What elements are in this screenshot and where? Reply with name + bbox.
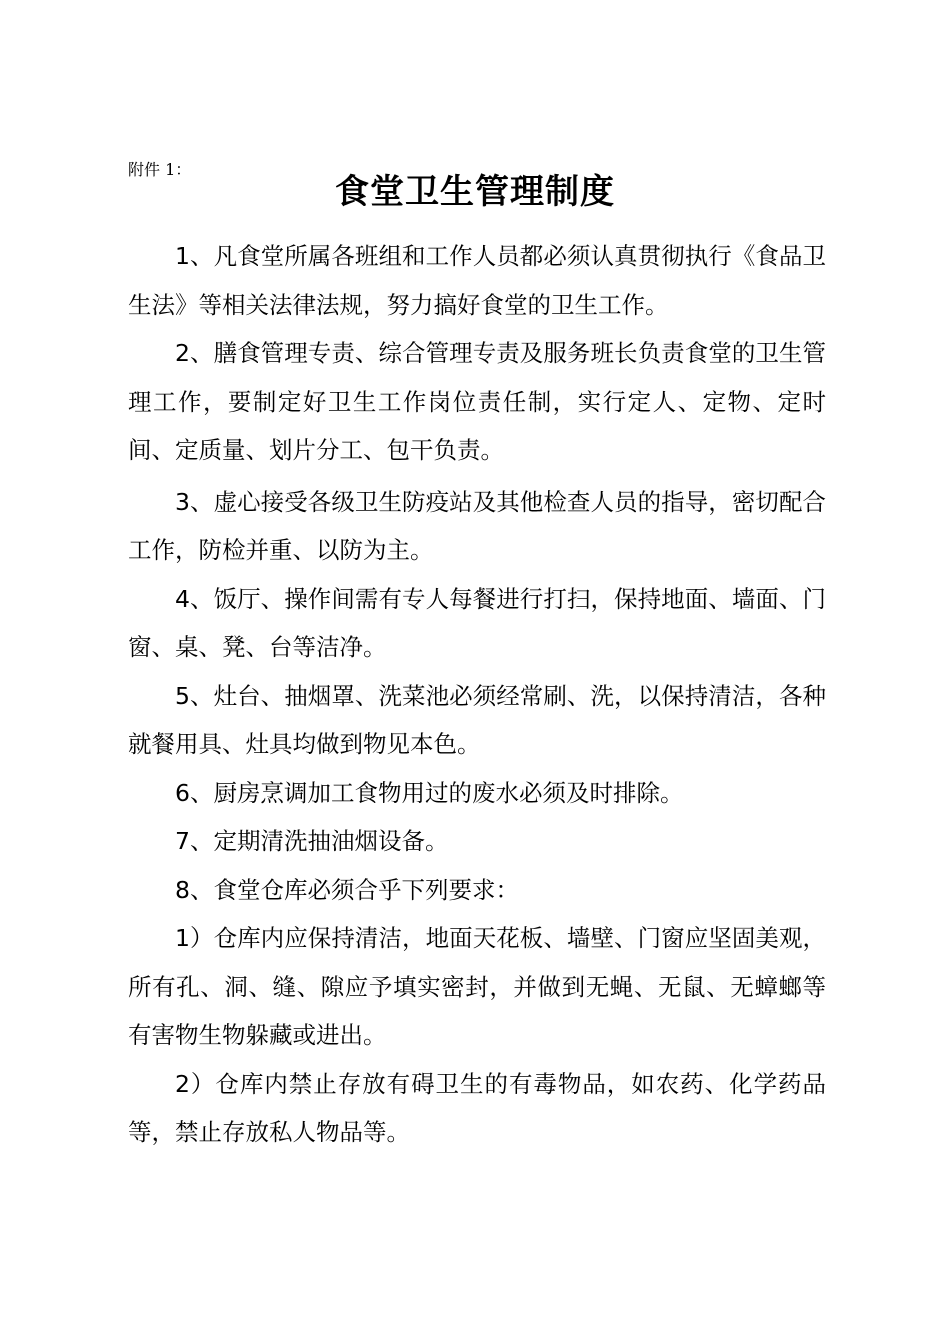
paragraph-4: 4、饭厅、操作间需有专人每餐进行打扫，保持地面、墙面、门窗、桌、凳、台等洁净。 (128, 584, 826, 661)
attachment-label: 附件 1： (128, 160, 192, 179)
paragraph-8: 8、食堂仓库必须合乎下列要求： (175, 875, 519, 904)
paragraph-2: 2、膳食管理专责、综合管理专责及服务班长负责食堂的卫生管理工作，要制定好卫生工作岗位责任制，实行定人、定物、定时间、定质量、划片分工、包干负责。 (128, 339, 826, 464)
paragraph-6: 6、厨房烹调加工食物用过的废水必须及时排除。 (175, 778, 684, 807)
document-title: 食堂卫生管理制度 (335, 172, 615, 212)
paragraph-1: 1、凡食堂所属各班组和工作人员都必须认真贯彻执行《食品卫生法》等相关法律法规，努力搞好食堂的卫生工作。 (128, 242, 826, 319)
paragraph-3: 3、虚心接受各级卫生防疫站及其他检查人员的指导，密切配合工作，防检并重、以防为主。 (128, 487, 826, 564)
paragraph-8-1: 1）仓库内应保持清洁，地面天花板、墙壁、门窗应坚固美观，所有孔、洞、缝、隙应予填实密封，并做到无蝇、无鼠、无蟑螂等有害物生物躲藏或进出。 (128, 924, 826, 1049)
paragraph-7: 7、定期清洗抽油烟设备。 (175, 827, 449, 855)
document-body (128, 232, 826, 1157)
paragraph-8-2: 2）仓库内禁止存放有碍卫生的有毒物品，如农药、化学药品等，禁止存放私人物品等。 (128, 1069, 826, 1146)
paragraph-5: 5、灶台、抽烟罩、洗菜池必须经常刷、洗，以保持清洁，各种就餐用具、灶具均做到物见本色。 (128, 681, 826, 758)
